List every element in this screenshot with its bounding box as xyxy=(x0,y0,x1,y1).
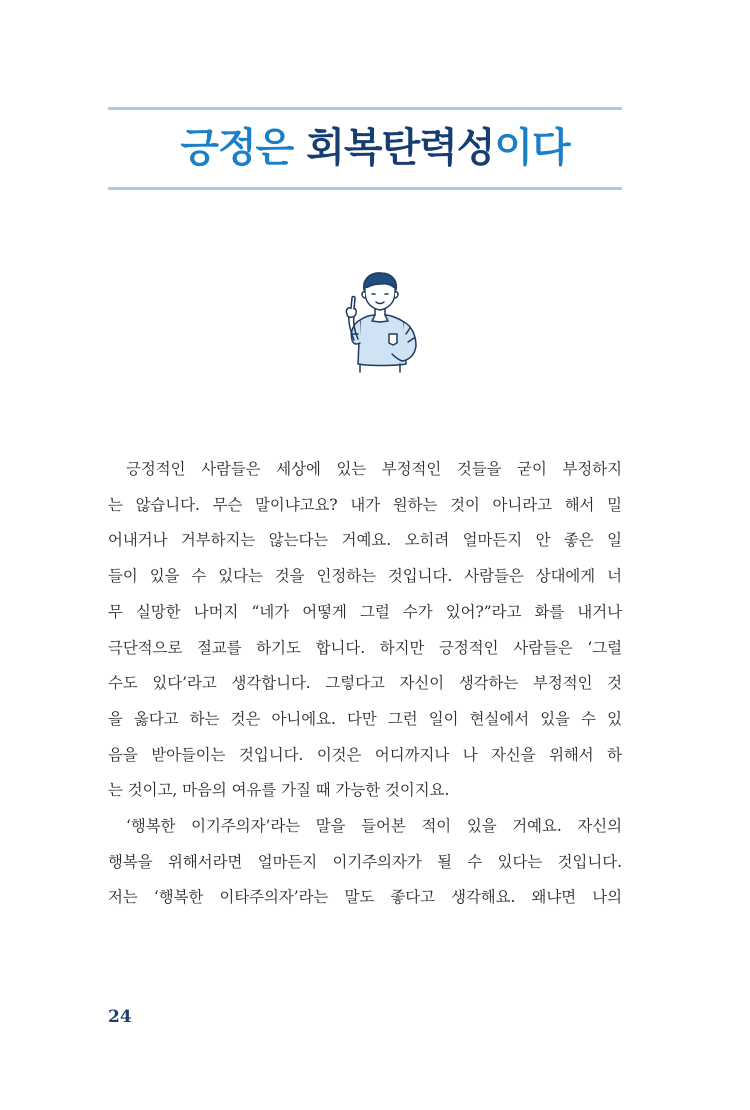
text-line: ‘행복한 이기주의자’라는 말을 들어본 적이 있을 거예요. 자신의 xyxy=(126,817,622,836)
paragraph-2 xyxy=(108,809,622,916)
title-part-2: 회복탄력성 xyxy=(306,125,495,171)
bottom-divider xyxy=(108,187,622,190)
text-line: 어내거나 거부하지는 않는다는 거예요. 오히려 얼마든지 안 좋은 일 xyxy=(108,531,622,550)
text-line: 들이 있을 수 있다는 것을 인정하는 것입니다. 사람들은 상대에게 너 xyxy=(108,567,622,586)
paragraph-1 xyxy=(108,452,622,809)
text-line: 무 실망한 나머지 “네가 어떻게 그럴 수가 있어?”라고 화를 내거나 xyxy=(108,602,622,621)
man-pointing-finger-illustration xyxy=(330,268,430,378)
text-line: 수도 있다’라고 생각합니다. 그렇다고 자신이 생각하는 부정적인 것 xyxy=(108,674,622,693)
title-part-1: 긍정은 xyxy=(180,125,307,171)
text-line: 는 않습니다. 무슨 말이냐고요? 내가 원하는 것이 아니라고 해서 밀 xyxy=(108,495,622,514)
text-line: 저는 ‘행복한 이타주의자’라는 말도 좋다고 생각해요. 왜냐면 나의 xyxy=(108,888,622,907)
text-line: 극단적으로 절교를 하기도 합니다. 하지만 긍정적인 사람들은 ‘그럴 xyxy=(108,638,622,657)
text-line: 긍정적인 사람들은 세상에 있는 부정적인 것들을 굳이 부정하지 xyxy=(126,460,622,478)
text-line: 행복을 위해서라면 얼마든지 이기주의자가 될 수 있다는 것입니다. xyxy=(108,852,622,871)
text-line: 음을 받아들이는 것입니다. 이것은 어디까지나 나 자신을 위해서 하 xyxy=(108,745,622,764)
body-text xyxy=(108,452,622,916)
text-line: 는 것이고, 마음의 여유를 가질 때 가능한 것이지요. xyxy=(108,781,450,800)
top-divider xyxy=(108,107,622,110)
page-number: 24 xyxy=(108,1007,132,1027)
text-line: 을 옳다고 하는 것은 아니에요. 다만 그런 일이 현실에서 있을 수 있 xyxy=(108,709,622,728)
page-title xyxy=(0,120,750,176)
title-part-3: 이다 xyxy=(494,125,570,171)
